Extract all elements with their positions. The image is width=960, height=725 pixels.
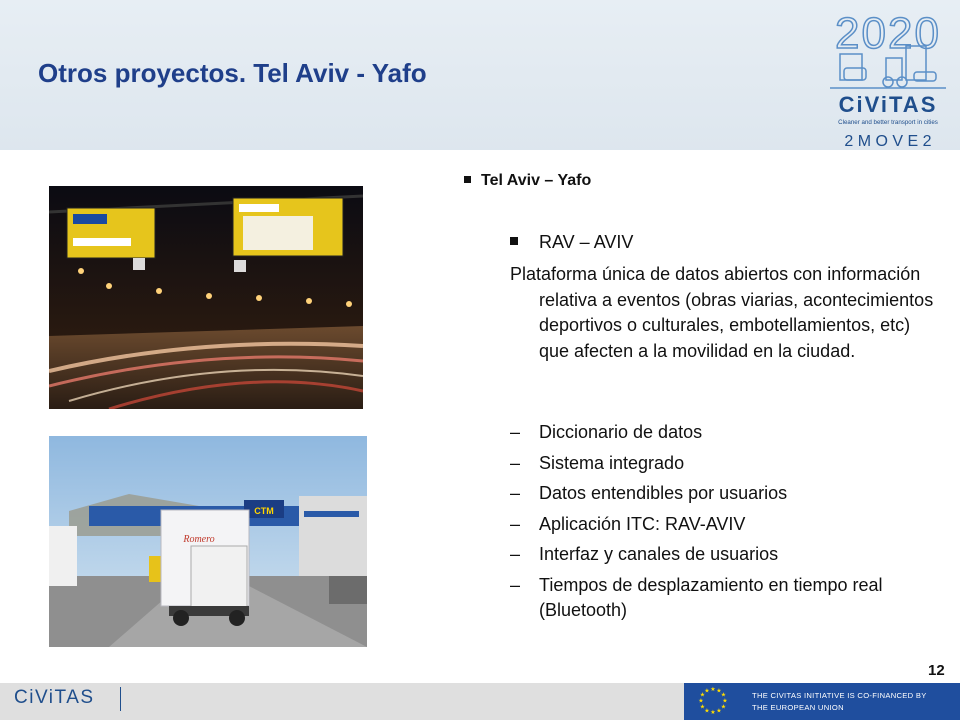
- dash-bullet-icon: –: [510, 422, 521, 442]
- list-item: – Diccionario de datos: [510, 420, 910, 445]
- dash-bullet-icon: –: [510, 544, 521, 564]
- svg-text:★: ★: [699, 703, 706, 711]
- svg-text:★: ★: [710, 686, 716, 693]
- photo-truck-ctm-building: [49, 436, 367, 647]
- eu-cofinance-text: [752, 690, 927, 714]
- footer-civitas-logo: CiViTAS: [14, 687, 95, 708]
- content-description: Plataforma única de datos abiertos con información relativa a eventos (obras viarias, acontecimientos deportivos o culturales, embotellamientos, etc) que afecten a la movilidad en la ciudad.: [510, 264, 934, 361]
- list-item: – Tiempos de desplazamiento en tiempo real (Bluetooth): [510, 574, 883, 620]
- list-item: – Aplicación ITC: RAV-AVIV: [510, 512, 910, 537]
- page-number: 12: [928, 662, 945, 679]
- list-item: – Sistema integrado: [510, 451, 910, 476]
- svg-text:★: ★: [710, 709, 716, 716]
- eu-flag-icon: [684, 683, 742, 720]
- svg-text:★: ★: [716, 687, 722, 695]
- truck-brand: Romero: [183, 534, 215, 545]
- logo-tagline: Cleaner and better transport in cities: [838, 119, 938, 126]
- svg-text:★: ★: [699, 691, 706, 699]
- svg-text:★: ★: [704, 687, 710, 695]
- eu-line-1: THE CIVITAS INITIATIVE IS CO-FINANCED BY: [752, 691, 927, 700]
- footer-separator: [120, 687, 121, 711]
- eu-line-2: THE EUROPEAN UNION: [752, 703, 844, 712]
- slide-title: Otros proyectos. Tel Aviv - Yafo: [38, 58, 427, 88]
- dash-bullet-icon: –: [510, 574, 521, 595]
- svg-text:★: ★: [722, 697, 728, 705]
- content-subheading: RAV – AVIV: [539, 232, 634, 252]
- dash-bullet-icon: –: [510, 483, 521, 503]
- civitas-2move2-logo: [826, 8, 950, 150]
- logo-project: 2 M O V E 2: [844, 133, 932, 150]
- ctm-sign: CTM: [254, 506, 274, 516]
- square-bullet-icon: [510, 237, 518, 245]
- svg-text:★: ★: [716, 707, 722, 715]
- list-item: – Datos entendibles por usuarios: [510, 481, 910, 506]
- feature-list: [510, 420, 910, 628]
- list-item: – Interfaz y canales de usuarios: [510, 542, 910, 567]
- dash-bullet-icon: –: [510, 513, 521, 534]
- photo-night-traffic-signs: [49, 186, 363, 409]
- square-bullet-icon: [464, 176, 471, 183]
- svg-text:★: ★: [720, 703, 727, 711]
- svg-text:★: ★: [698, 697, 704, 705]
- dash-bullet-icon: –: [510, 452, 521, 473]
- svg-text:★: ★: [704, 707, 710, 715]
- header-divider: [0, 150, 960, 155]
- svg-text:★: ★: [720, 691, 727, 699]
- logo-year: 2020: [835, 9, 941, 58]
- logo-brand: CiViTAS: [838, 92, 938, 117]
- content-heading: Tel Aviv – Yafo: [481, 172, 592, 189]
